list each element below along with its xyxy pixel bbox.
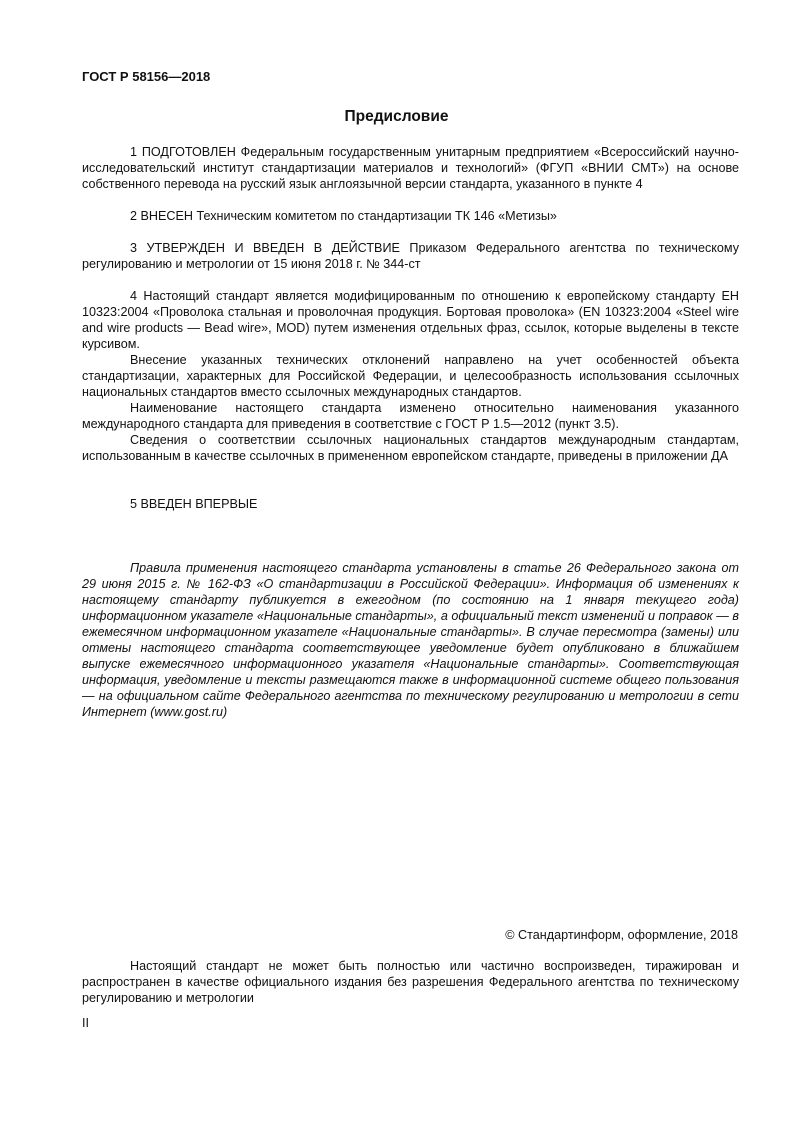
item-4-text-d: Сведения о соответствии ссылочных национальных стандартов международным стандартам, использованным в качестве ссылочных в примененном европейском стандарте, приведены в приложении ДА xyxy=(82,433,739,463)
copyright-line: © Стандартинформ, оформление, 2018 xyxy=(505,928,738,942)
item-3 xyxy=(82,240,739,272)
standard-code-header: ГОСТ Р 58156—2018 xyxy=(82,69,211,84)
page-title: Предисловие xyxy=(344,108,449,125)
page-number: II xyxy=(82,1016,89,1030)
item-2-text: 2 ВНЕСЕН Техническим комитетом по стандартизации ТК 146 «Метизы» xyxy=(130,209,557,223)
item-1-text: 1 ПОДГОТОВЛЕН Федеральным государственным унитарным предприятием «Всероссийский научно-исследовательский институт стандартизации материалов и технологий» (ФГУП «ВНИИ СМТ») на основе собственного перевода на русский язык англоязычной версии стандарта, указанного в пункте 4 xyxy=(82,145,739,191)
item-2 xyxy=(82,208,739,224)
item-4-text-b: Внесение указанных технических отклонений направлено на учет особенностей объекта стандартизации, характерных для Российской Федерации, и целесообразность использования ссылочных национальных стандартов вместо ссылочных международных стандартов. xyxy=(82,353,739,399)
reproduction-notice xyxy=(82,958,739,1006)
item-5 xyxy=(82,496,739,512)
item-4 xyxy=(82,288,739,464)
item-3-text: 3 УТВЕРЖДЕН И ВВЕДЕН В ДЕЙСТВИЕ Приказом Федерального агентства по техническому регулированию и метрологии от 15 июня 2018 г. № 344-ст xyxy=(82,241,739,271)
reproduction-notice-text: Настоящий стандарт не может быть полностью или частично воспроизведен, тиражирован и распространен в качестве официального издания без разрешения Федерального агентства по техническому регулированию и метрологии xyxy=(82,959,739,1005)
rules-notice-text: Правила применения настоящего стандарта установлены в статье 26 Федерального закона от 29 июня 2015 г. № 162-ФЗ «О стандартизации в Российской Федерации». Информация об изменениях к настоящему стандарту публикуется в ежегодном (по состоянию на 1 января текущего года) информационном указателе «Национальные стандарты», а официальный текст изменений и поправок — в ежемесячном информационном указателе «Национальные стандарты». В случае пересмотра (замены) или отмены настоящего стандарта соответствующее уведомление будет опубликовано в ближайшем выпуске ежемесячного информационного указателя «Национальные стандарты». Соответствующая информация, уведомление и тексты размещаются также в информационной системе общего пользования — на официальном сайте Федерального агентства по техническому регулированию и метрологии в сети Интернет (www.gost.ru) xyxy=(82,561,739,719)
rules-notice xyxy=(82,560,739,720)
item-5-text: 5 ВВЕДЕН ВПЕРВЫЕ xyxy=(130,497,258,511)
item-4-text-c: Наименование настоящего стандарта изменено относительно наименования указанного международного стандарта для приведения в соответствие с ГОСТ Р 1.5—2012 (пункт 3.5). xyxy=(82,401,739,431)
item-4-text-a: 4 Настоящий стандарт является модифицированным по отношению к европейскому стандарту ЕН 10323:2004 «Проволока стальная и проволочная продукция. Бортовая проволока» (EN 10323:2004 «Steel wire and wire products — Bead wire», MOD) путем изменения отдельных фраз, ссылок, которые выделены в тексте курсивом. xyxy=(82,289,739,351)
item-1 xyxy=(82,144,739,192)
